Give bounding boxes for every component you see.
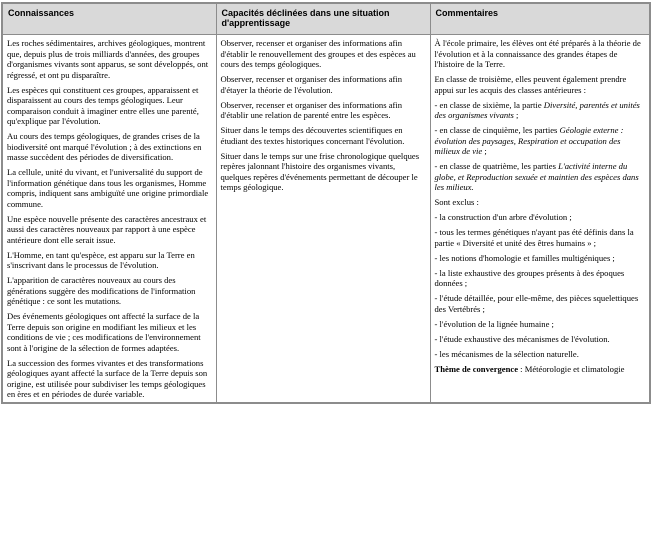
cinquieme-title: Géologie externe : évolution des paysages, Respiration et occupation des milieux de vie (434, 125, 624, 156)
commentaire-sixieme (435, 100, 646, 121)
header-connaissances: Connaissances (2, 3, 216, 35)
cinquieme-suffix: ; (482, 146, 487, 156)
capacite-paragraph: Situer dans le temps sur une frise chronologique quelques repères jalonnant l'histoire des organismes vivants, quelques repères d'événements permettant de découper le temps géologique. (220, 150, 420, 192)
capacite-paragraph: Observer, recenser et organiser des informations afin d'établir le renouvellement des groupes et des espèces au cours des temps géologiques. (220, 38, 416, 69)
quatrieme-prefix: - en classe de quatrième, les parties (434, 161, 559, 171)
exclus-title: Sont exclus : (434, 197, 479, 207)
exclus-item: - l'évolution de la lignée humaine ; (434, 318, 554, 329)
sixieme-prefix: - en classe de sixième, la partie (434, 99, 544, 110)
connaissance-paragraph: La succession des formes vivantes et des transformations géologiques ayant affecté la surface de la Terre depuis son origine, est utilisée pour subdiviser les temps géologiques en ères et en périodes de durée variable. (7, 357, 208, 399)
connaissance-paragraph: Au cours des temps géologiques, de grandes crises de la biodiversité ont marqué l'évolution ; à des extinctions en masse succèdent des périodes de diversification. (7, 131, 202, 162)
sixieme-title: Diversité, parentés et unités des organismes vivants (434, 99, 640, 120)
connaissance-paragraph: Des événements géologiques ont affecté la surface de la Terre depuis son origine en modifiant les milieux et les conditions de vie ; ces modifications de l'environnement sont à l'origine de la sélection de formes adaptées. (7, 311, 201, 353)
connaissance-paragraph: Les roches sédimentaires, archives géologiques, montrent que, depuis plus de trois milliards d'années, des groupes d'organismes vivants sont apparus, se sont développés, ont régressé, et ont pu disparaître. (7, 38, 209, 80)
quatrieme-title: L'activité interne du globe, et Reproduction sexuée et maintien des espèces dans les milieux. (434, 161, 639, 192)
connaissance-paragraph: L'apparition de caractères nouveaux au cours des générations suggère des modifications de l'information génétique : ce sont les mutations. (7, 275, 196, 306)
exclus-item: - tous les termes génétiques n'ayant pas été définis dans la partie « Diversité et unité des êtres humains » ; (434, 227, 634, 248)
capacites-cell (216, 35, 430, 403)
commentaire-cinquieme (435, 125, 646, 157)
exclus-item: - les mécanismes de la sélection naturelle. (434, 348, 579, 359)
commentaire-quatrieme (435, 161, 646, 193)
exclus-item: - la construction d'un arbre d'évolution ; (434, 212, 572, 222)
exclus-item: - la liste exhaustive des groupes présents à des époques données ; (434, 267, 625, 288)
capacite-paragraph: Observer, recenser et organiser des informations afin d'établir une relation de parenté entre les espèces. (220, 99, 403, 120)
commentaires-cell (430, 35, 650, 403)
header-commentaires: Commentaires (430, 3, 650, 35)
sixieme-suffix: ; (513, 110, 519, 120)
commentaire-intro: À l'école primaire, les élèves ont été préparés à la théorie de l'évolution et à la connaissance des grandes étapes de l'histoire de la Terre. (434, 38, 641, 69)
theme-value: : Météorologie et climatologie (518, 363, 625, 374)
connaissances-cell (2, 35, 216, 403)
theme-convergence (435, 364, 646, 375)
curriculum-table (1, 2, 651, 404)
commentaire-troisieme: En classe de troisième, elles peuvent également prendre appui sur les acquis des classes antérieures : (434, 74, 627, 95)
exclus-item: - les notions d'homologie et familles multigéniques ; (434, 252, 615, 263)
connaissance-paragraph: L'Homme, en tant qu'espèce, est apparu sur la Terre en s'inscrivant dans le processus de l'évolution. (7, 249, 195, 270)
header-capacites: Capacités déclinées dans une situation d'apprentissage (216, 3, 430, 35)
content-row (2, 35, 650, 403)
theme-label: Thème de convergence (434, 363, 519, 374)
connaissance-paragraph: Les espèces qui constituent ces groupes, apparaissent et disparaissent au cours des temps géologiques. Leur comparaison conduit à imaginer entre elles une parenté, qu'explique par l'évolution. (7, 84, 199, 126)
exclus-item: - l'étude exhaustive des mécanismes de l'évolution. (434, 333, 610, 344)
connaissance-paragraph: Une espèce nouvelle présente des caractères ancestraux et aussi des caractères nouveaux par rapport à une espèce antérieure dont elle serait issue. (7, 213, 207, 245)
exclus-item: - l'étude détaillée, pour elle-même, des pièces squelettiques des Vertébrés ; (434, 293, 639, 314)
capacite-paragraph: Situer dans le temps des découvertes scientifiques en étudiant des textes historiques concernant l'évolution. (220, 125, 405, 146)
connaissance-paragraph: La cellule, unité du vivant, et l'universalité du support de l'information génétique dans tous les organismes, Homme compris, indiquent sans ambiguïté une origine primordiale commune. (7, 167, 209, 209)
cinquieme-prefix: - en classe de cinquième, les parties (434, 125, 560, 135)
capacite-paragraph: Observer, recenser et organiser des informations afin d'étayer la théorie de l'évolution. (220, 74, 403, 95)
header-row (2, 3, 650, 35)
